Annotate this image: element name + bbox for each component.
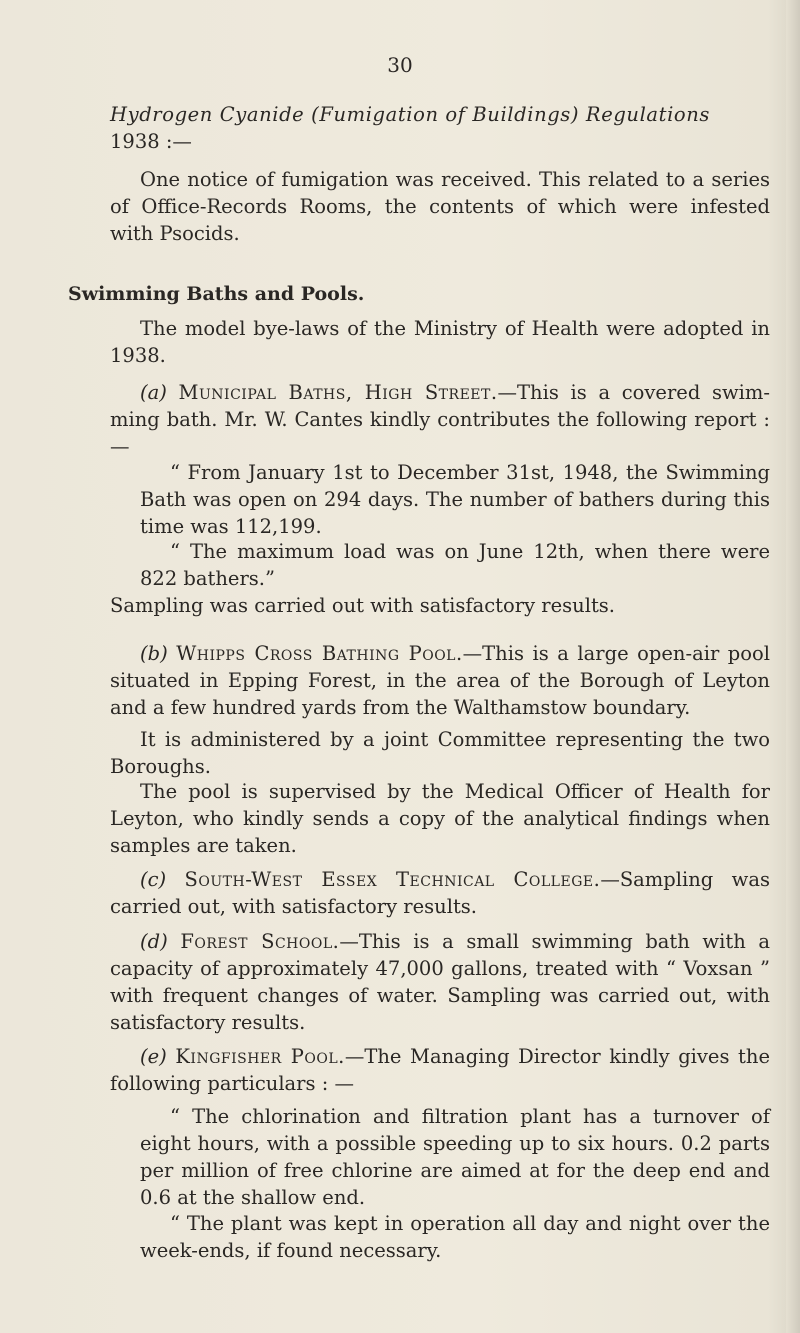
section-b-label: (b)	[140, 642, 168, 665]
section-a-name: Municipal Baths, High Street.	[178, 381, 498, 404]
section-b	[110, 640, 770, 721]
section-e-label: (e)	[140, 1045, 167, 1068]
section-e-text: —The Managing Director kindly gives the following particulars : —	[110, 1045, 770, 1095]
section-d-text: —This is a small swimming bath with a capacity of approximately 47,000 gallons, treated with “ Voxsan ” with frequent changes of water. Sampling was carried out, with satisfactory results.	[110, 930, 770, 1034]
section-d-name: Forest School.	[180, 930, 340, 953]
section-a-sampling: Sampling was carried out with satisfactory results.	[110, 594, 615, 617]
hcn-title-cont: 1938 :—	[110, 130, 192, 153]
section-e-quote2: “ The plant was kept in operation all day and night over the week-ends, if found necessary.	[140, 1212, 770, 1262]
section-a-label: (a)	[140, 381, 167, 404]
swimming-heading: Swimming Baths and Pools.	[68, 283, 365, 305]
section-d	[110, 928, 770, 1036]
section-a-quote2: “ The maximum load was on June 12th, when there were 822 bathers.”	[140, 540, 770, 590]
page-number: 30	[387, 53, 413, 77]
section-c-text: —Sampling was carried out, with satisfactory results.	[110, 868, 770, 918]
section-e-name: Kingfisher Pool.	[175, 1045, 345, 1068]
hcn-body: One notice of fumigation was received. This related to a series of Office-Records Rooms, the contents of which were infested with Psocids.	[110, 168, 770, 245]
section-c-label: (c)	[140, 868, 167, 891]
section-e	[110, 1043, 770, 1097]
section-a	[110, 379, 770, 460]
section-b-name: Whipps Cross Bathing Pool.	[176, 642, 463, 665]
section-c-name: South-West Essex Technical College.	[184, 868, 601, 891]
section-b-text: —This is a large open-air pool situated in Epping Forest, in the area of the Borough of Leyton and a few hundred yards from the Walthamstow boundary.	[110, 642, 770, 719]
section-c	[110, 866, 770, 920]
section-a-quote1: “ From January 1st to December 31st, 1948, the Swimming Bath was open on 294 days. The number of bathers during this time was 112,199.	[140, 461, 770, 538]
section-a-text: —This is a covered swim- ming bath. Mr. W. Cantes kindly contributes the following report : —	[110, 381, 771, 458]
page-edge	[786, 0, 800, 1333]
section-e-quote1: “ The chlorination and filtration plant has a turnover of eight hours, with a possible speeding up to six hours. 0.2 parts per million of free chlorine are aimed at for the deep end and 0.6 at the shallow end.	[140, 1105, 770, 1209]
section-b-para2: It is administered by a joint Committee representing the two Boroughs.	[110, 728, 770, 778]
section-d-label: (d)	[140, 930, 168, 953]
section-b-para3: The pool is supervised by the Medical Officer of Health for Leyton, who kindly sends a copy of the analytical findings when samples are taken.	[110, 780, 770, 857]
swimming-intro: The model bye-laws of the Ministry of Health were adopted in 1938.	[110, 317, 770, 367]
hcn-title: Hydrogen Cyanide (Fumigation of Buildings) Regulations	[110, 103, 711, 126]
